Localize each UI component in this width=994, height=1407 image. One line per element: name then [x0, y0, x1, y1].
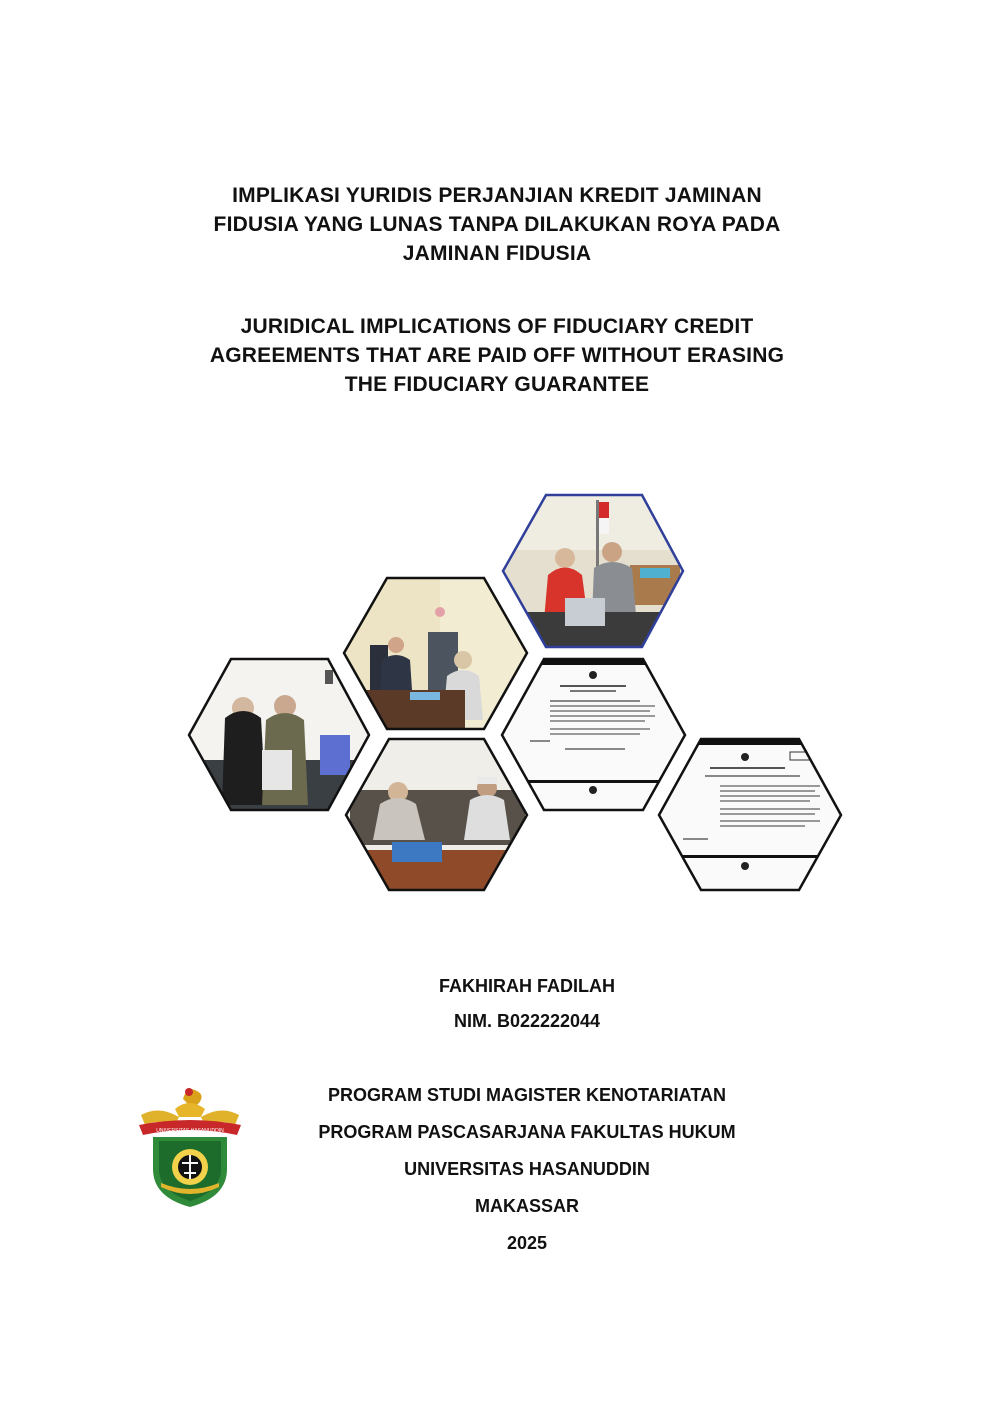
title-indonesian-line: JAMINAN FIDUSIA: [402, 242, 592, 265]
institution-line: MAKASSAR: [474, 1196, 579, 1216]
official-document-1: [500, 655, 690, 815]
title-english-line: JURIDICAL IMPLICATIONS OF FIDUCIARY CREDIT: [240, 315, 754, 338]
two-women-photo: [185, 655, 375, 815]
official-document-2: [655, 735, 845, 895]
author-name: FAKHIRAH FADILAH: [439, 976, 615, 996]
title-english-line: AGREEMENTS THAT ARE PAID OFF WITHOUT ERASING: [209, 344, 785, 367]
institution-line: PROGRAM STUDI MAGISTER KENOTARIATAN: [328, 1085, 726, 1105]
office-meeting-photo: [500, 490, 690, 652]
title-indonesian-line: IMPLIKASI YURIDIS PERJANJIAN KREDIT JAMINAN: [232, 184, 762, 207]
student-id: NIM. B022222044: [453, 1011, 601, 1031]
title-english-line: THE FIDUCIARY GUARANTEE: [344, 373, 650, 396]
university-logo: [139, 1085, 241, 1209]
institution-line: 2025: [506, 1233, 548, 1253]
office-desk-photo: [340, 575, 530, 735]
title-indonesian-line: FIDUSIA YANG LUNAS TANPA DILAKUKAN ROYA PADA: [213, 213, 781, 236]
sofa-interview-photo: [340, 735, 530, 895]
institution-line: PROGRAM PASCASARJANA FAKULTAS HUKUM: [318, 1122, 736, 1142]
logo-text: UNIVERSITAS HASANUDDIN: [156, 1128, 224, 1134]
institution-line: UNIVERSITAS HASANUDDIN: [404, 1159, 650, 1179]
